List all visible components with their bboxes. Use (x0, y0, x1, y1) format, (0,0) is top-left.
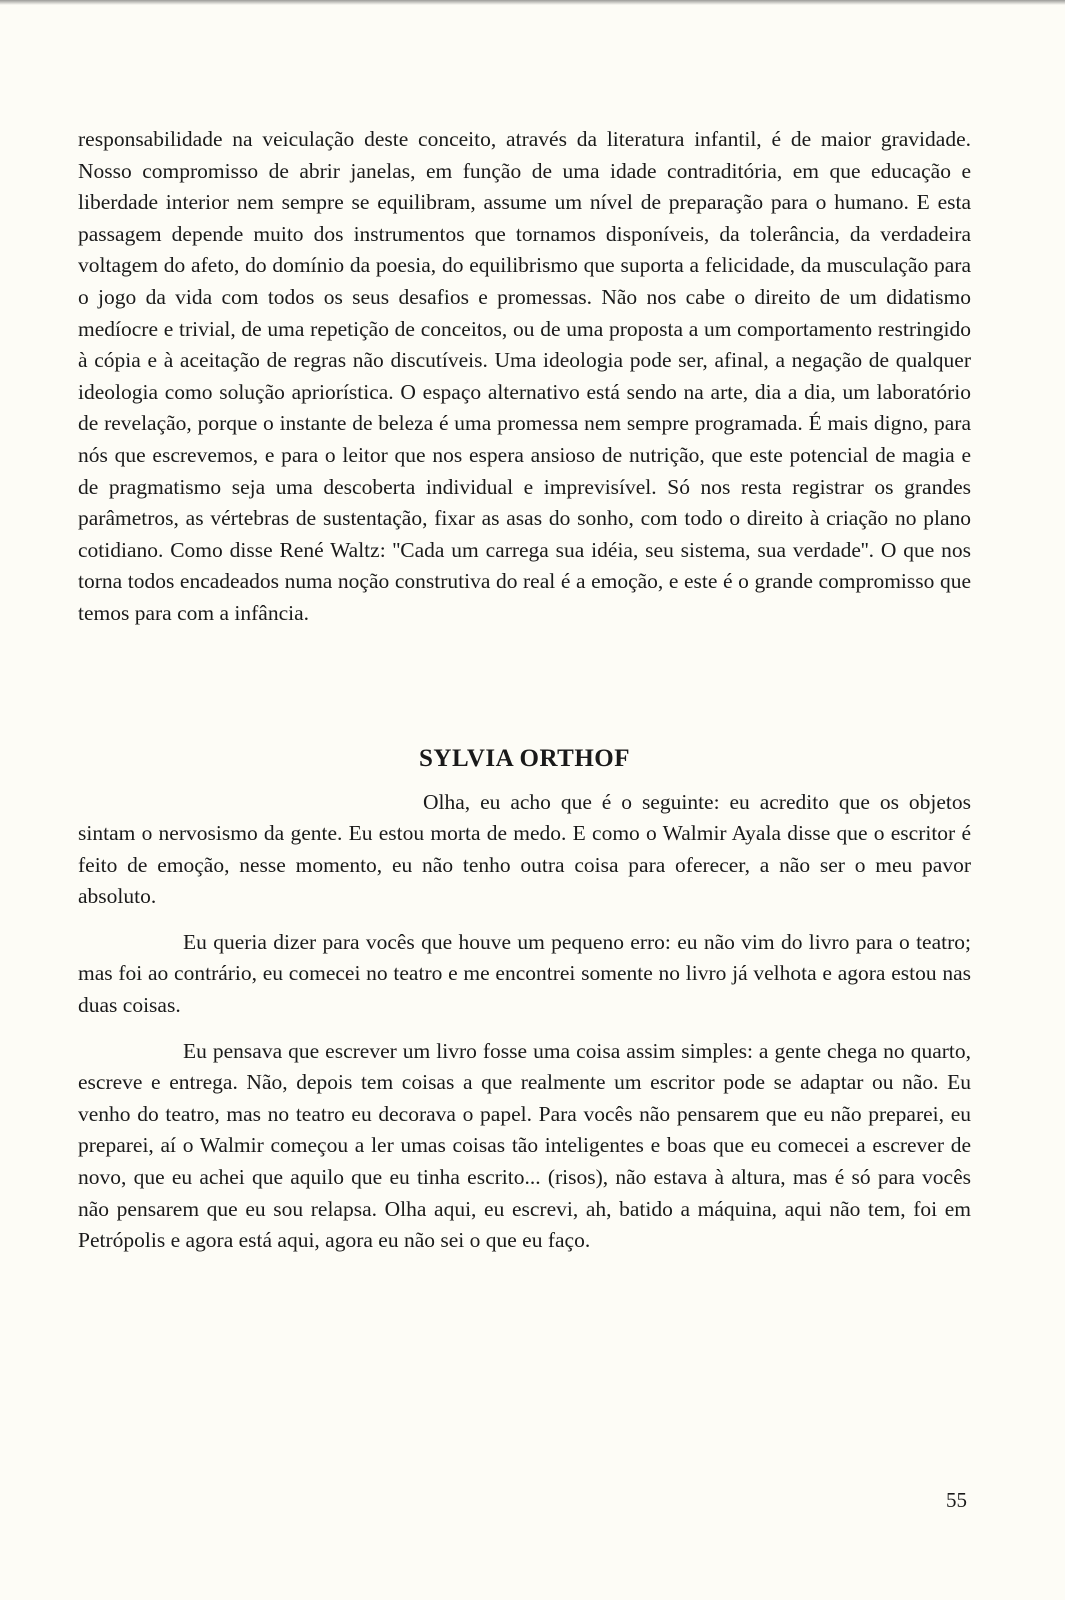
page-number: 55 (946, 1488, 967, 1512)
section-heading: SYLVIA ORTHOF (418, 744, 630, 772)
page-content (78, 124, 971, 1257)
body-paragraph-3: Eu queria dizer para vocês que houve um pequeno erro: eu não vim do livro para o teatro; mas foi ao contrário, eu comecei no teatro e me encontrei somente no livro já velhota e agora estou nas duas coisas. (78, 929, 971, 1018)
page-top-edge (0, 0, 1065, 5)
body-paragraph-2: Olha, eu acho que é o seguinte: eu acredito que os objetos sintam o nervosismo da gente. Eu estou morta de medo. E como o Walmir Ayala disse que o escritor é feito de emoção, nesse momento, eu não tenho outra coisa para oferecer, a não ser o meu pavor absoluto. (78, 789, 971, 909)
body-paragraph-4: Eu pensava que escrever um livro fosse uma coisa assim simples: a gente chega no quarto, escreve e entrega. Não, depois tem coisas a que realmente um escritor pode se adaptar ou não. Eu venho do teatro, mas no teatro eu decorava o papel. Para vocês não pensarem que eu não preparei, eu preparei, aí o Walmir começou a ler umas coisas tão inteligentes e boas que eu comecei a escrever de novo, que eu achei que aquilo que eu tinha escrito... (risos), não estava à altura, mas é só para vocês não pensarem que eu sou relapsa. Olha aqui, eu escrevi, ah, batido a máquina, aqui não tem, foi em Petrópolis e agora está aqui, agora eu não sei o que eu faço. (78, 1038, 971, 1253)
body-paragraph-1: responsabilidade na veiculação deste conceito, através da literatura infantil, é de maior gravidade. Nosso compromisso de abrir janelas, em função de uma idade contraditória, em que educação e liberdade interior nem sempre se equilibram, assume um nível de preparação para o humano. E esta passagem depende muito dos instrumentos que tornamos disponíveis, da tolerância, da verdadeira voltagem do afeto, do domínio da poesia, do equilibrismo que suporta a felicidade, da musculação para o jogo da vida com todos os seus desafios e promessas. Não nos cabe o direito de um didatismo medíocre e trivial, de uma repetição de conceitos, ou de uma proposta a um comportamento restringido à cópia e à aceitação de regras não discutíveis. Uma ideologia pode ser, afinal, a negação de qualquer ideologia como solução apriorística. O espaço alternativo está sendo na arte, dia a dia, um laboratório de revelação, porque o instante de beleza é uma promessa nem sempre programada. É mais digno, para nós que escrevemos, e para o leitor que nos espera ansioso de nutrição, que este potencial de magia e de pragmatismo seja uma descoberta individual e imprevisível. Só nos resta registrar os grandes parâmetros, as vértebras de sustentação, fixar as asas do sonho, com todo o direito à criação no plano cotidiano. Como disse René Waltz: ''Cada um carrega sua idéia, seu sistema, sua verdade''. O que nos torna todos encadeados numa noção construtiva do real é a emoção, e este é o grande compromisso que temos para com a infância. (78, 127, 971, 625)
